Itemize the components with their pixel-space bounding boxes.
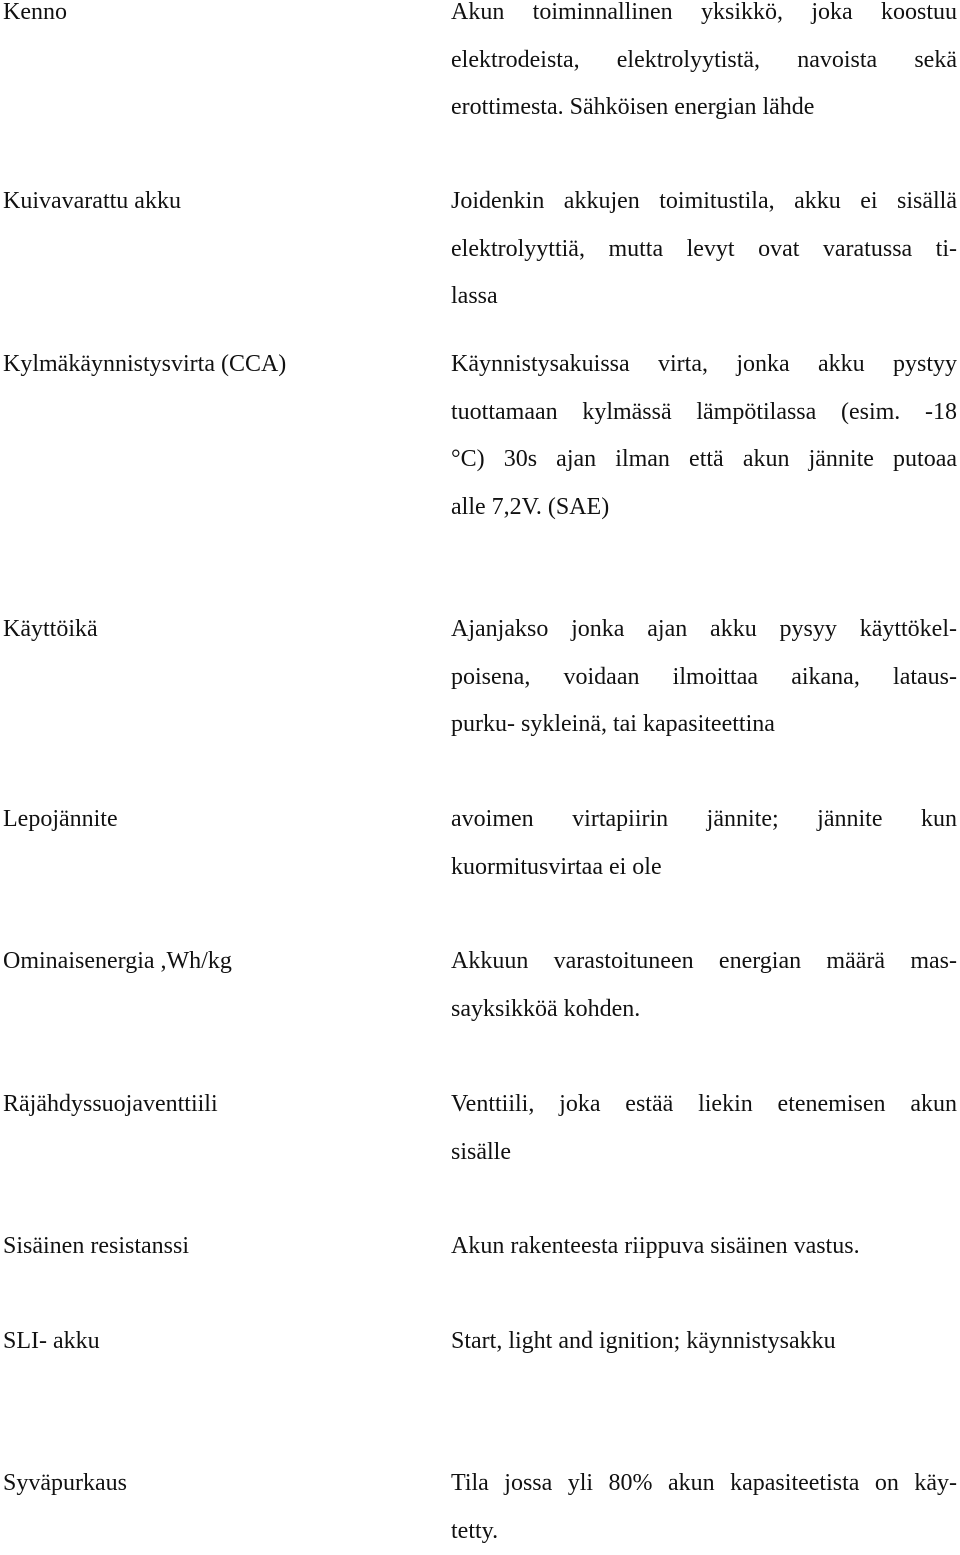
glossary-definition bbox=[451, 606, 957, 749]
definition-line: Akun toiminnallinen yksikkö, joka koostuu bbox=[451, 0, 957, 37]
definition-line: lassa bbox=[451, 273, 957, 321]
definition-line: tetty. bbox=[451, 1508, 957, 1555]
definition-line: kuormitusvirtaa ei ole bbox=[451, 844, 957, 892]
glossary-definition bbox=[451, 178, 957, 321]
definition-line: tuottamaan kylmässä lämpötilassa (esim. -18 bbox=[451, 389, 957, 437]
glossary-definition bbox=[451, 796, 957, 891]
glossary-definition bbox=[451, 938, 957, 1033]
glossary-term: Kenno bbox=[3, 0, 433, 37]
glossary-definition bbox=[451, 1460, 957, 1555]
glossary-definition bbox=[451, 0, 957, 132]
definition-line: Tila jossa yli 80% akun kapasiteetista on käy- bbox=[451, 1460, 957, 1508]
glossary-definition bbox=[451, 1318, 957, 1366]
glossary-definition bbox=[451, 341, 957, 531]
definition-line: purku- sykleinä, tai kapasiteettina bbox=[451, 701, 957, 749]
definition-line: poisena, voidaan ilmoittaa aikana, lataus- bbox=[451, 654, 957, 702]
glossary-term: Syväpurkaus bbox=[3, 1460, 433, 1508]
definition-line: avoimen virtapiirin jännite; jännite kun bbox=[451, 796, 957, 844]
definition-line: Akkuun varastoituneen energian määrä mas- bbox=[451, 938, 957, 986]
glossary-term: SLI- akku bbox=[3, 1318, 433, 1366]
definition-line: Akun rakenteesta riippuva sisäinen vastus. bbox=[451, 1223, 957, 1271]
glossary-term: Lepojännite bbox=[3, 796, 433, 844]
glossary-term: Räjähdyssuojaventtiili bbox=[3, 1081, 433, 1129]
definition-line: erottimesta. Sähköisen energian lähde bbox=[451, 84, 957, 132]
glossary-term: Ominaisenergia ,Wh/kg bbox=[3, 938, 433, 986]
glossary-definition bbox=[451, 1223, 957, 1271]
definition-line: elektrodeista, elektrolyytistä, navoista sekä bbox=[451, 37, 957, 85]
glossary-term: Käyttöikä bbox=[3, 606, 433, 654]
glossary-term: Kuivavarattu akku bbox=[3, 178, 433, 226]
definition-line: alle 7,2V. (SAE) bbox=[451, 484, 957, 532]
definition-line: Ajanjakso jonka ajan akku pysyy käyttökel- bbox=[451, 606, 957, 654]
glossary-definition bbox=[451, 1081, 957, 1176]
definition-line: Start, light and ignition; käynnistysakku bbox=[451, 1318, 957, 1366]
glossary-term: Sisäinen resistanssi bbox=[3, 1223, 433, 1271]
glossary-term: Kylmäkäynnistysvirta (CCA) bbox=[3, 341, 433, 389]
definition-line: elektrolyyttiä, mutta levyt ovat varatussa ti- bbox=[451, 226, 957, 274]
definition-line: sisälle bbox=[451, 1129, 957, 1177]
definition-line: Joidenkin akkujen toimitustila, akku ei sisällä bbox=[451, 178, 957, 226]
definition-line: sayksikköä kohden. bbox=[451, 986, 957, 1034]
definition-line: Venttiili, joka estää liekin etenemisen akun bbox=[451, 1081, 957, 1129]
definition-line: °C) 30s ajan ilman että akun jännite putoaa bbox=[451, 436, 957, 484]
definition-line: Käynnistysakuissa virta, jonka akku pystyy bbox=[451, 341, 957, 389]
